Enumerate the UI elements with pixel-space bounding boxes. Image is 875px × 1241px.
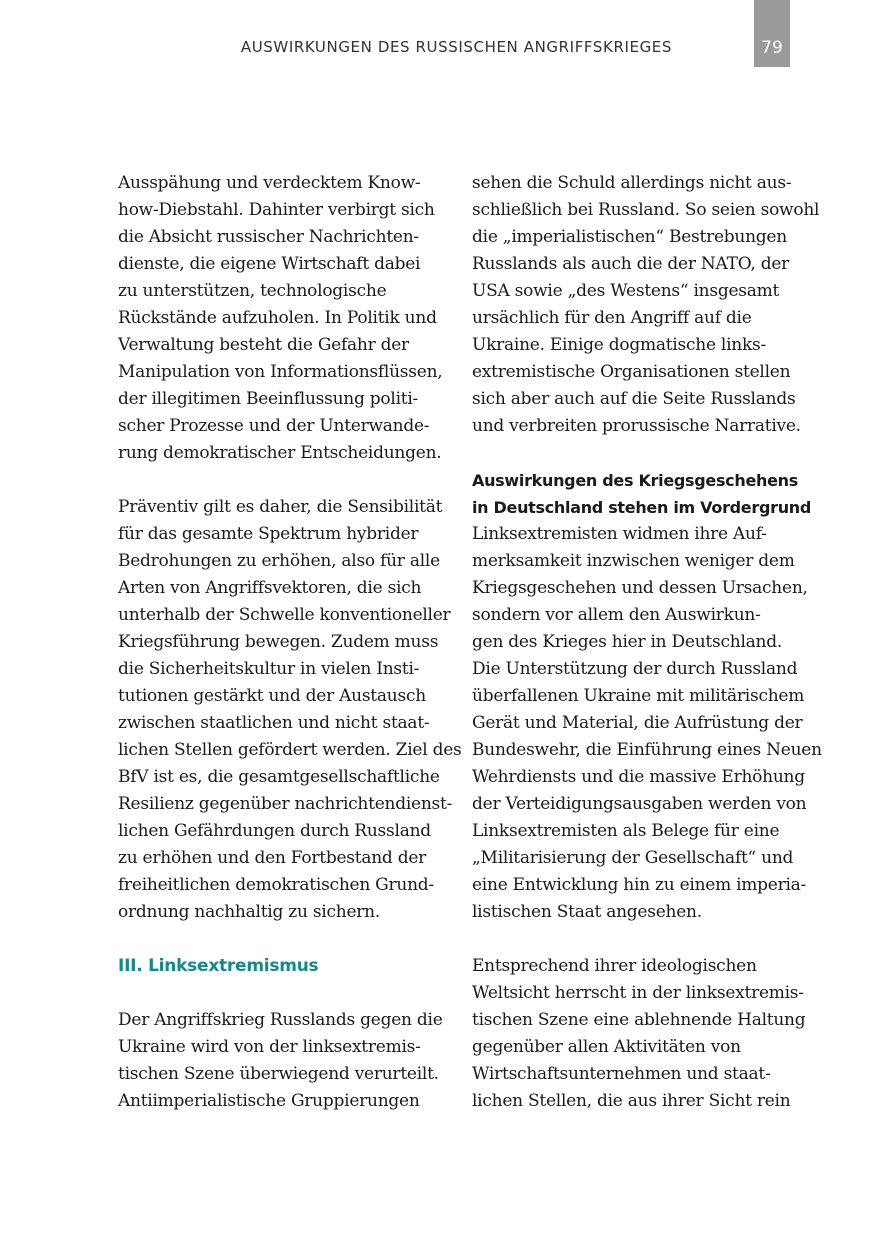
text-line: tutionen gestärkt und der Austausch <box>118 686 426 706</box>
text-line: Kriegsführung bewegen. Zudem muss <box>118 632 439 652</box>
text-line: tischen Szene eine ablehnende Haltung <box>472 1010 806 1030</box>
text-line: zwischen staatlichen und nicht staat- <box>118 713 430 733</box>
page-number-tab <box>754 0 790 67</box>
paragraph-spacer <box>118 980 440 1007</box>
text-line: Bundeswehr, die Einführung eines Neuen <box>472 740 822 760</box>
text-line: die „imperialistischen“ Bestrebungen <box>472 227 787 247</box>
text-line: der illegitimen Beeinflussung politi- <box>118 389 419 409</box>
subheading-line: Auswirkungen des Kriegsgeschehens <box>472 471 798 490</box>
text-line: Wirtschaftsunternehmen und staat- <box>472 1064 771 1084</box>
text-line: Der Angriffskrieg Russlands gegen die <box>118 1010 443 1030</box>
text-line: Gerät und Material, die Aufrüstung der <box>472 713 803 733</box>
text-line: gen des Krieges hier in Deutschland. <box>472 632 782 652</box>
right-text-column <box>472 170 822 1115</box>
paragraph <box>118 1007 443 1115</box>
text-line: zu unterstützen, technologische <box>118 281 387 301</box>
text-line: how-Diebstahl. Dahinter verbirgt sich <box>118 200 435 220</box>
paragraph <box>472 953 806 1115</box>
text-line: rung demokratischer Entscheidungen. <box>118 443 442 463</box>
page-number: 79 <box>761 38 783 58</box>
text-line: USA sowie „des Westens“ insgesamt <box>472 281 780 301</box>
text-line: Rückstände aufzuholen. In Politik und <box>118 308 437 328</box>
text-line: BfV ist es, die gesamtgesellschaftliche <box>118 767 440 787</box>
text-line: schließlich bei Russland. So seien sowohl <box>472 200 820 220</box>
paragraph-spacer <box>472 440 792 467</box>
text-line: sondern vor allem den Auswirkun- <box>472 605 761 625</box>
text-line: Arten von Angriffsvektoren, die sich <box>118 578 422 598</box>
text-line: Resilienz gegenüber nachrichtendienst- <box>118 794 453 814</box>
text-line: dienste, die eigene Wirtschaft dabei <box>118 254 421 274</box>
text-line: Präventiv gilt es daher, die Sensibilität <box>118 497 443 517</box>
text-line: Linksextremisten widmen ihre Auf- <box>472 524 767 544</box>
text-line: ordnung nachhaltig zu sichern. <box>118 902 380 922</box>
paragraph <box>118 170 443 467</box>
text-line: Ukraine. Einige dogmatische links- <box>472 335 766 355</box>
text-line: scher Prozesse und der Unterwande- <box>118 416 430 436</box>
text-line: freiheitlichen demokratischen Grund- <box>118 875 434 895</box>
text-line: Weltsicht herrscht in der linksextremis- <box>472 983 804 1003</box>
text-line: zu erhöhen und den Fortbestand der <box>118 848 427 868</box>
text-line: Kriegsgeschehen und dessen Ursachen, <box>472 578 808 598</box>
text-line: eine Entwicklung hin zu einem imperia- <box>472 875 807 895</box>
text-line: Die Unterstützung der durch Russland <box>472 659 798 679</box>
section-heading: III. Linksextremismus <box>118 956 319 976</box>
text-line: Entsprechend ihrer ideologischen <box>472 956 757 976</box>
paragraph <box>472 521 822 926</box>
text-line: Ausspähung und verdecktem Know- <box>118 173 421 193</box>
text-line: lichen Stellen, die aus ihrer Sicht rein <box>472 1091 791 1111</box>
text-line: Wehrdiensts und die massive Erhöhung <box>472 767 805 787</box>
text-line: Verwaltung besteht die Gefahr der <box>118 335 409 355</box>
left-text-column <box>118 170 462 1115</box>
text-line: ursächlich für den Angriff auf die <box>472 308 752 328</box>
running-header-title: AUSWIRKUNGEN DES RUSSISCHEN ANGRIFFSKRIEGES <box>240 38 672 56</box>
paragraph-spacer <box>472 926 792 953</box>
text-line: Bedrohungen zu erhöhen, also für alle <box>118 551 440 571</box>
text-line: die Absicht russischer Nachrichten- <box>118 227 419 247</box>
text-line: sehen die Schuld allerdings nicht aus- <box>472 173 792 193</box>
text-line: die Sicherheitskultur in vielen Insti- <box>118 659 420 679</box>
text-line: und verbreiten prorussische Narrative. <box>472 416 801 436</box>
text-line: lichen Stellen gefördert werden. Ziel des <box>118 740 462 760</box>
text-line: tischen Szene überwiegend verurteilt. <box>118 1064 439 1084</box>
text-line: Antiimperialistische Gruppierungen <box>118 1091 420 1111</box>
paragraph <box>118 494 462 926</box>
text-line: Ukraine wird von der linksextremis- <box>118 1037 421 1057</box>
subheading <box>472 467 812 521</box>
text-line: Linksextremisten als Belege für eine <box>472 821 780 841</box>
text-line: der Verteidigungsausgaben werden von <box>472 794 807 814</box>
paragraph <box>472 170 820 440</box>
paragraph-spacer <box>118 926 440 953</box>
text-line: unterhalb der Schwelle konventioneller <box>118 605 451 625</box>
text-line: „Militarisierung der Gesellschaft“ und <box>472 848 794 868</box>
text-line: sich aber auch auf die Seite Russlands <box>472 389 796 409</box>
text-line: für das gesamte Spektrum hybrider <box>118 524 419 544</box>
subheading-line: in Deutschland stehen im Vordergrund <box>472 498 812 517</box>
text-line: Manipulation von Informationsflüssen, <box>118 362 443 382</box>
text-line: Russlands als auch die der NATO, der <box>472 254 790 274</box>
text-line: listischen Staat angesehen. <box>472 902 702 922</box>
text-line: überfallenen Ukraine mit militärischem <box>472 686 805 706</box>
text-line: extremistische Organisationen stellen <box>472 362 791 382</box>
paragraph-spacer <box>118 467 440 494</box>
text-line: gegenüber allen Aktivitäten von <box>472 1037 741 1057</box>
text-line: merksamkeit inzwischen weniger dem <box>472 551 795 571</box>
text-line: lichen Gefährdungen durch Russland <box>118 821 431 841</box>
